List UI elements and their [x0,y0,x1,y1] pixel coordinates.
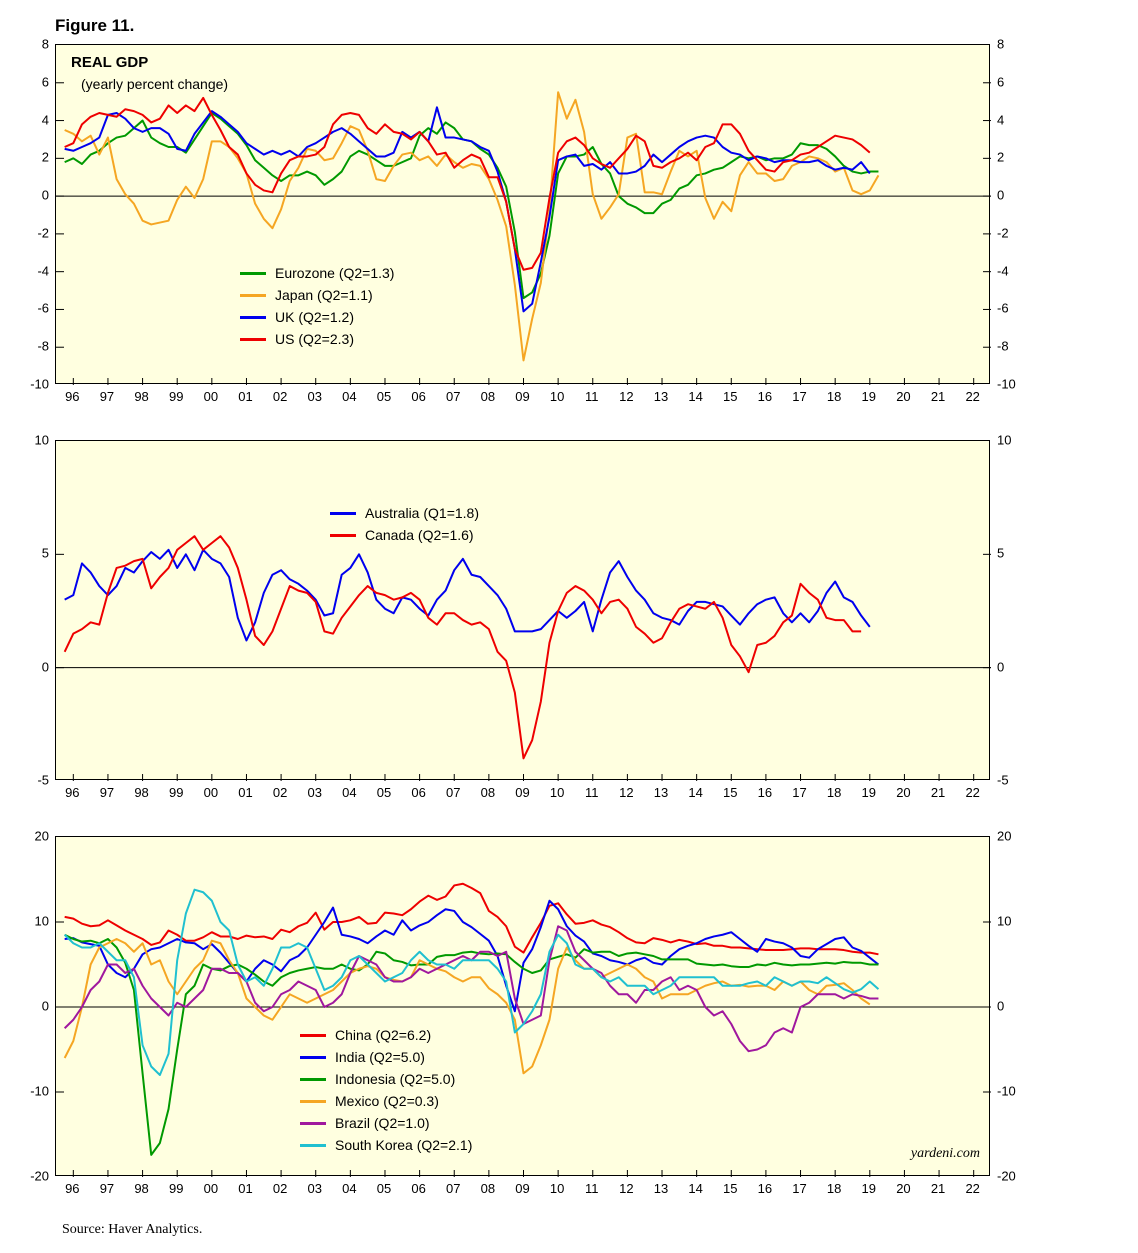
legend-item [240,328,394,350]
y-tick-right-8: 8 [997,36,1005,52]
x-tick-14: 14 [688,389,703,404]
x-tick-10: 10 [549,1181,565,1196]
x-tick-10: 10 [549,785,565,800]
x-tick-06: 06 [411,785,426,800]
chart-svg-1 [56,45,991,385]
legend-item [330,502,479,524]
x-tick-03: 03 [307,389,322,404]
x-tick-19: 19 [861,785,877,800]
y-tick-left-0: 0 [41,998,49,1014]
x-tick-98: 98 [134,389,149,404]
legend-color-swatch [300,1100,326,1103]
legend-label: Mexico (Q2=0.3) [335,1093,439,1109]
chart-subtitle: (yearly percent change) [81,76,229,92]
legend-color-swatch [240,272,266,275]
y-tick-right-0: 0 [997,998,1005,1014]
x-tick-12: 12 [619,785,634,800]
y-tick-left--2: -2 [37,225,49,241]
legend-label: Australia (Q1=1.8) [365,505,479,521]
x-tick-00: 00 [203,785,219,800]
legend-color-swatch [300,1078,326,1081]
y-tick-left--6: -6 [37,300,49,316]
x-tick-13: 13 [653,785,669,800]
x-tick-12: 12 [619,1181,634,1196]
y-tick-left-0: 0 [41,659,49,675]
y-tick-left-10: 10 [34,432,49,448]
y-tick-left-5: 5 [41,545,49,561]
x-tick-07: 07 [446,1181,461,1196]
x-tick-00: 00 [203,389,219,404]
legend-item [240,306,394,328]
x-tick-96: 96 [65,785,80,800]
x-tick-13: 13 [653,1181,669,1196]
x-tick-97: 97 [99,785,115,800]
legend-color-swatch [330,534,356,537]
legend-item [240,284,394,306]
x-tick-19: 19 [861,389,877,404]
x-tick-11: 11 [585,1181,599,1196]
chart-legend [300,1024,472,1156]
x-tick-05: 05 [376,1181,392,1196]
x-tick-19: 19 [861,1181,877,1196]
legend-item [300,1112,472,1134]
plot-area-1 [30,36,1016,404]
y-tick-right-0: 0 [997,659,1005,675]
legend-color-swatch [300,1056,326,1059]
x-tick-05: 05 [376,785,392,800]
source-note: Source: Haver Analytics. [62,1222,203,1237]
legend-label: India (Q2=5.0) [335,1049,425,1065]
y-tick-right--2: -2 [997,225,1009,241]
y-tick-left-20: 20 [34,828,49,844]
x-tick-01: 01 [238,785,253,800]
y-tick-right-20: 20 [997,828,1012,844]
y-tick-right-5: 5 [997,545,1005,561]
x-tick-15: 15 [723,389,738,404]
x-tick-96: 96 [65,389,80,404]
legend-color-swatch [240,294,266,297]
x-tick-17: 17 [792,1181,807,1196]
x-tick-08: 08 [480,785,496,800]
legend-color-swatch [330,512,356,515]
legend-item [300,1090,472,1112]
x-tick-15: 15 [723,1181,738,1196]
x-tick-21: 21 [930,389,946,404]
y-tick-left-4: 4 [41,112,49,128]
series-line-uk [65,107,870,311]
y-tick-right--8: -8 [997,338,1009,354]
y-tick-left--20: -20 [30,1168,49,1184]
x-tick-07: 07 [446,389,461,404]
x-tick-04: 04 [342,389,357,404]
x-tick-01: 01 [238,1181,253,1196]
x-tick-02: 02 [272,1181,288,1196]
x-tick-96: 96 [65,1181,80,1196]
x-tick-04: 04 [342,785,357,800]
x-tick-13: 13 [653,389,669,404]
x-tick-11: 11 [585,389,599,404]
legend-label: Eurozone (Q2=1.3) [275,265,395,281]
y-tick-right-0: 0 [997,187,1005,203]
x-tick-20: 20 [896,389,911,404]
y-tick-left-10: 10 [34,913,49,929]
x-tick-12: 12 [619,389,634,404]
x-tick-09: 09 [515,389,530,404]
watermark-yardeni: yardeni.com [910,1146,980,1161]
x-tick-02: 02 [272,785,288,800]
y-tick-right-2: 2 [997,149,1005,165]
legend-color-swatch [240,316,266,319]
plot-area-3 [30,828,1016,1196]
y-tick-left--4: -4 [37,263,49,279]
chart-svg-3 [56,837,991,1177]
y-tick-left--5: -5 [37,772,49,788]
x-tick-22: 22 [965,785,980,800]
x-tick-17: 17 [792,785,807,800]
legend-label: UK (Q2=1.2) [275,309,354,325]
legend-label: Brazil (Q2=1.0) [335,1115,430,1131]
y-tick-left-8: 8 [41,36,49,52]
y-tick-right-10: 10 [997,432,1012,448]
x-tick-16: 16 [757,785,773,800]
y-tick-left-2: 2 [41,149,49,165]
legend-label: China (Q2=6.2) [335,1027,432,1043]
x-tick-17: 17 [792,389,807,404]
x-tick-22: 22 [965,1181,980,1196]
legend-item [300,1046,472,1068]
x-tick-97: 97 [99,389,115,404]
y-tick-right--6: -6 [997,300,1009,316]
x-tick-10: 10 [549,389,565,404]
x-tick-16: 16 [757,389,773,404]
x-tick-09: 09 [515,1181,530,1196]
x-tick-08: 08 [480,389,496,404]
series-line-australia [65,550,870,641]
x-tick-01: 01 [238,389,253,404]
y-tick-right-6: 6 [997,74,1005,90]
legend-item [300,1068,472,1090]
x-tick-98: 98 [134,785,149,800]
y-tick-left--10: -10 [30,1083,49,1099]
legend-item [330,524,479,546]
legend-item [300,1134,472,1156]
x-tick-99: 99 [168,389,184,404]
legend-color-swatch [300,1034,326,1037]
legend-label: South Korea (Q2=2.1) [335,1137,473,1153]
y-tick-right--4: -4 [997,263,1009,279]
y-tick-left--8: -8 [37,338,49,354]
chart-svg-2 [56,441,991,781]
y-tick-left-0: 0 [41,187,49,203]
y-tick-left--10: -10 [30,376,49,392]
legend-color-swatch [240,338,266,341]
series-line-canada [65,536,861,758]
legend-label: Canada (Q2=1.6) [365,527,474,543]
x-tick-03: 03 [307,785,322,800]
x-tick-18: 18 [826,785,842,800]
legend-item [300,1024,472,1046]
x-tick-05: 05 [376,389,392,404]
panel-3 [0,828,1138,1221]
x-tick-21: 21 [930,1181,946,1196]
x-tick-08: 08 [480,1181,496,1196]
x-tick-14: 14 [688,1181,703,1196]
series-line-china [65,884,879,955]
y-tick-left-6: 6 [41,74,49,90]
x-tick-20: 20 [896,785,911,800]
legend-label: Indonesia (Q2=5.0) [335,1071,456,1087]
x-tick-11: 11 [585,785,599,800]
y-tick-right--20: -20 [997,1168,1016,1184]
x-tick-18: 18 [826,1181,842,1196]
x-tick-04: 04 [342,1181,357,1196]
plot-area-2 [34,432,1012,800]
y-tick-right-4: 4 [997,112,1005,128]
panel-1 [0,36,1138,429]
chart-legend [240,262,394,350]
x-tick-02: 02 [272,389,288,404]
y-tick-right--5: -5 [997,772,1009,788]
x-tick-06: 06 [411,389,426,404]
legend-label: US (Q2=2.3) [275,331,354,347]
chart-legend [330,502,479,546]
panel-2 [0,432,1138,825]
x-tick-99: 99 [168,785,184,800]
x-tick-07: 07 [446,785,461,800]
x-tick-18: 18 [826,389,842,404]
x-tick-97: 97 [99,1181,115,1196]
series-line-japan [65,92,879,360]
series-line-us [65,98,870,270]
x-tick-16: 16 [757,1181,773,1196]
x-tick-99: 99 [168,1181,184,1196]
x-tick-09: 09 [515,785,530,800]
figure-title: Figure 11. [55,16,135,35]
legend-item [240,262,394,284]
x-tick-06: 06 [411,1181,426,1196]
y-tick-right--10: -10 [997,1083,1016,1099]
x-tick-15: 15 [723,785,738,800]
x-tick-00: 00 [203,1181,219,1196]
y-tick-right-10: 10 [997,913,1012,929]
legend-color-swatch [300,1122,326,1125]
chart-title: REAL GDP [71,54,149,71]
x-tick-98: 98 [134,1181,149,1196]
x-tick-14: 14 [688,785,703,800]
legend-color-swatch [300,1144,326,1147]
x-tick-03: 03 [307,1181,322,1196]
x-tick-21: 21 [930,785,946,800]
x-tick-22: 22 [965,389,980,404]
y-tick-right--10: -10 [997,376,1016,392]
x-tick-20: 20 [896,1181,911,1196]
legend-label: Japan (Q2=1.1) [275,287,373,303]
